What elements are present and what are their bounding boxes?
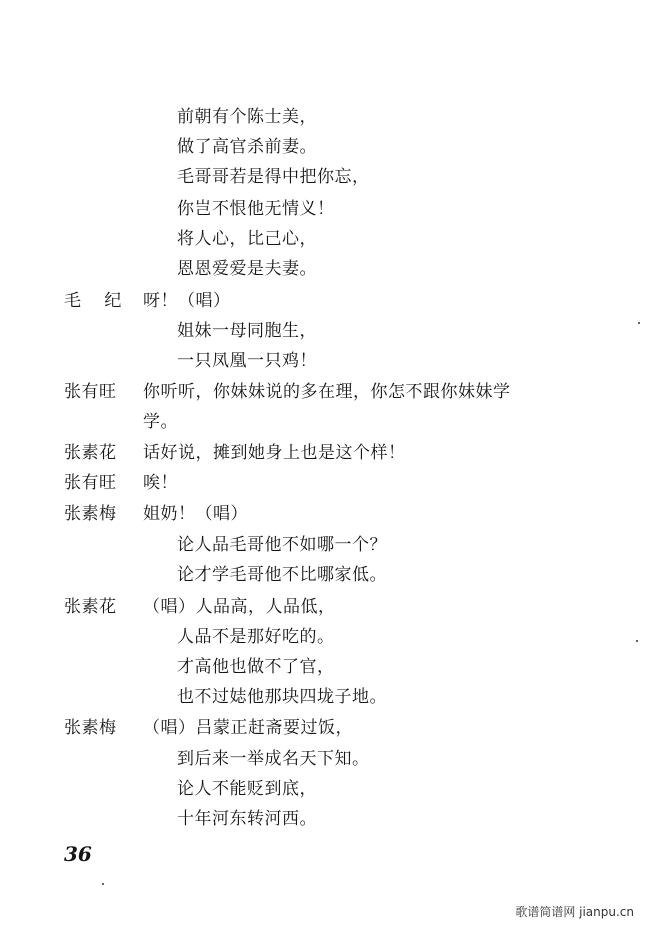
verse-line: 人品不是那好吃的。 bbox=[177, 627, 335, 647]
verse-line: 论人不能贬到底， bbox=[177, 779, 317, 799]
scan-speck bbox=[636, 640, 638, 642]
verse-line: 将人心，比己心， bbox=[177, 229, 317, 249]
verse-line: 论才学毛哥他不比哪家低。 bbox=[177, 565, 387, 585]
verse-line: 姐妹一母同胞生， bbox=[177, 321, 317, 341]
verse-line: 你岂不恨他无情义！ bbox=[177, 199, 335, 219]
dialogue-text: （唱）吕蒙正赶斋要过饭， bbox=[143, 718, 353, 738]
scan-speck bbox=[638, 322, 640, 324]
speaker-name: 毛 纪 bbox=[64, 291, 131, 311]
dialogue-text: （唱）人品高，人品低， bbox=[143, 597, 336, 617]
scan-speck bbox=[102, 883, 104, 885]
verse-line: 恩恩爱爱是夫妻。 bbox=[177, 259, 317, 279]
page-number: 36 bbox=[64, 842, 92, 866]
watermark: 歌谱简谱网 jianpu.cn bbox=[515, 905, 634, 919]
speaker-name: 张素花 bbox=[64, 443, 117, 463]
dialogue-text: 呀！（唱） bbox=[143, 291, 231, 311]
verse-line: 做了高官杀前妻。 bbox=[177, 137, 317, 157]
dialogue-text: 姐奶！（唱） bbox=[143, 504, 248, 524]
speaker-name: 张素梅 bbox=[64, 718, 117, 738]
verse-line: 毛哥哥若是得中把你忘， bbox=[177, 167, 370, 187]
verse-line: 到后来一举成名天下知。 bbox=[177, 749, 370, 769]
dialogue-text: 唉！ bbox=[143, 473, 178, 493]
dialogue-text: 学。 bbox=[143, 412, 178, 432]
speaker-name: 张素梅 bbox=[64, 504, 117, 524]
speaker-name: 张有旺 bbox=[64, 382, 117, 402]
dialogue-text: 你听听，你妹妹说的多在理，你怎不跟你妹妹学 bbox=[143, 382, 511, 402]
speaker-name: 张素花 bbox=[64, 597, 117, 617]
dialogue-text: 话好说，摊到她身上也是这个样！ bbox=[143, 443, 406, 463]
verse-line: 才高他也做不了官， bbox=[177, 657, 335, 677]
verse-line: 前朝有个陈士美， bbox=[177, 107, 317, 127]
verse-line: 论人品毛哥他不如哪一个？ bbox=[177, 535, 387, 555]
verse-line: 十年河东转河西。 bbox=[177, 809, 317, 829]
verse-line: 也不过娡他那块四垅子地。 bbox=[177, 687, 387, 707]
verse-line: 一只凤凰一只鸡！ bbox=[177, 351, 317, 371]
speaker-name: 张有旺 bbox=[64, 473, 117, 493]
